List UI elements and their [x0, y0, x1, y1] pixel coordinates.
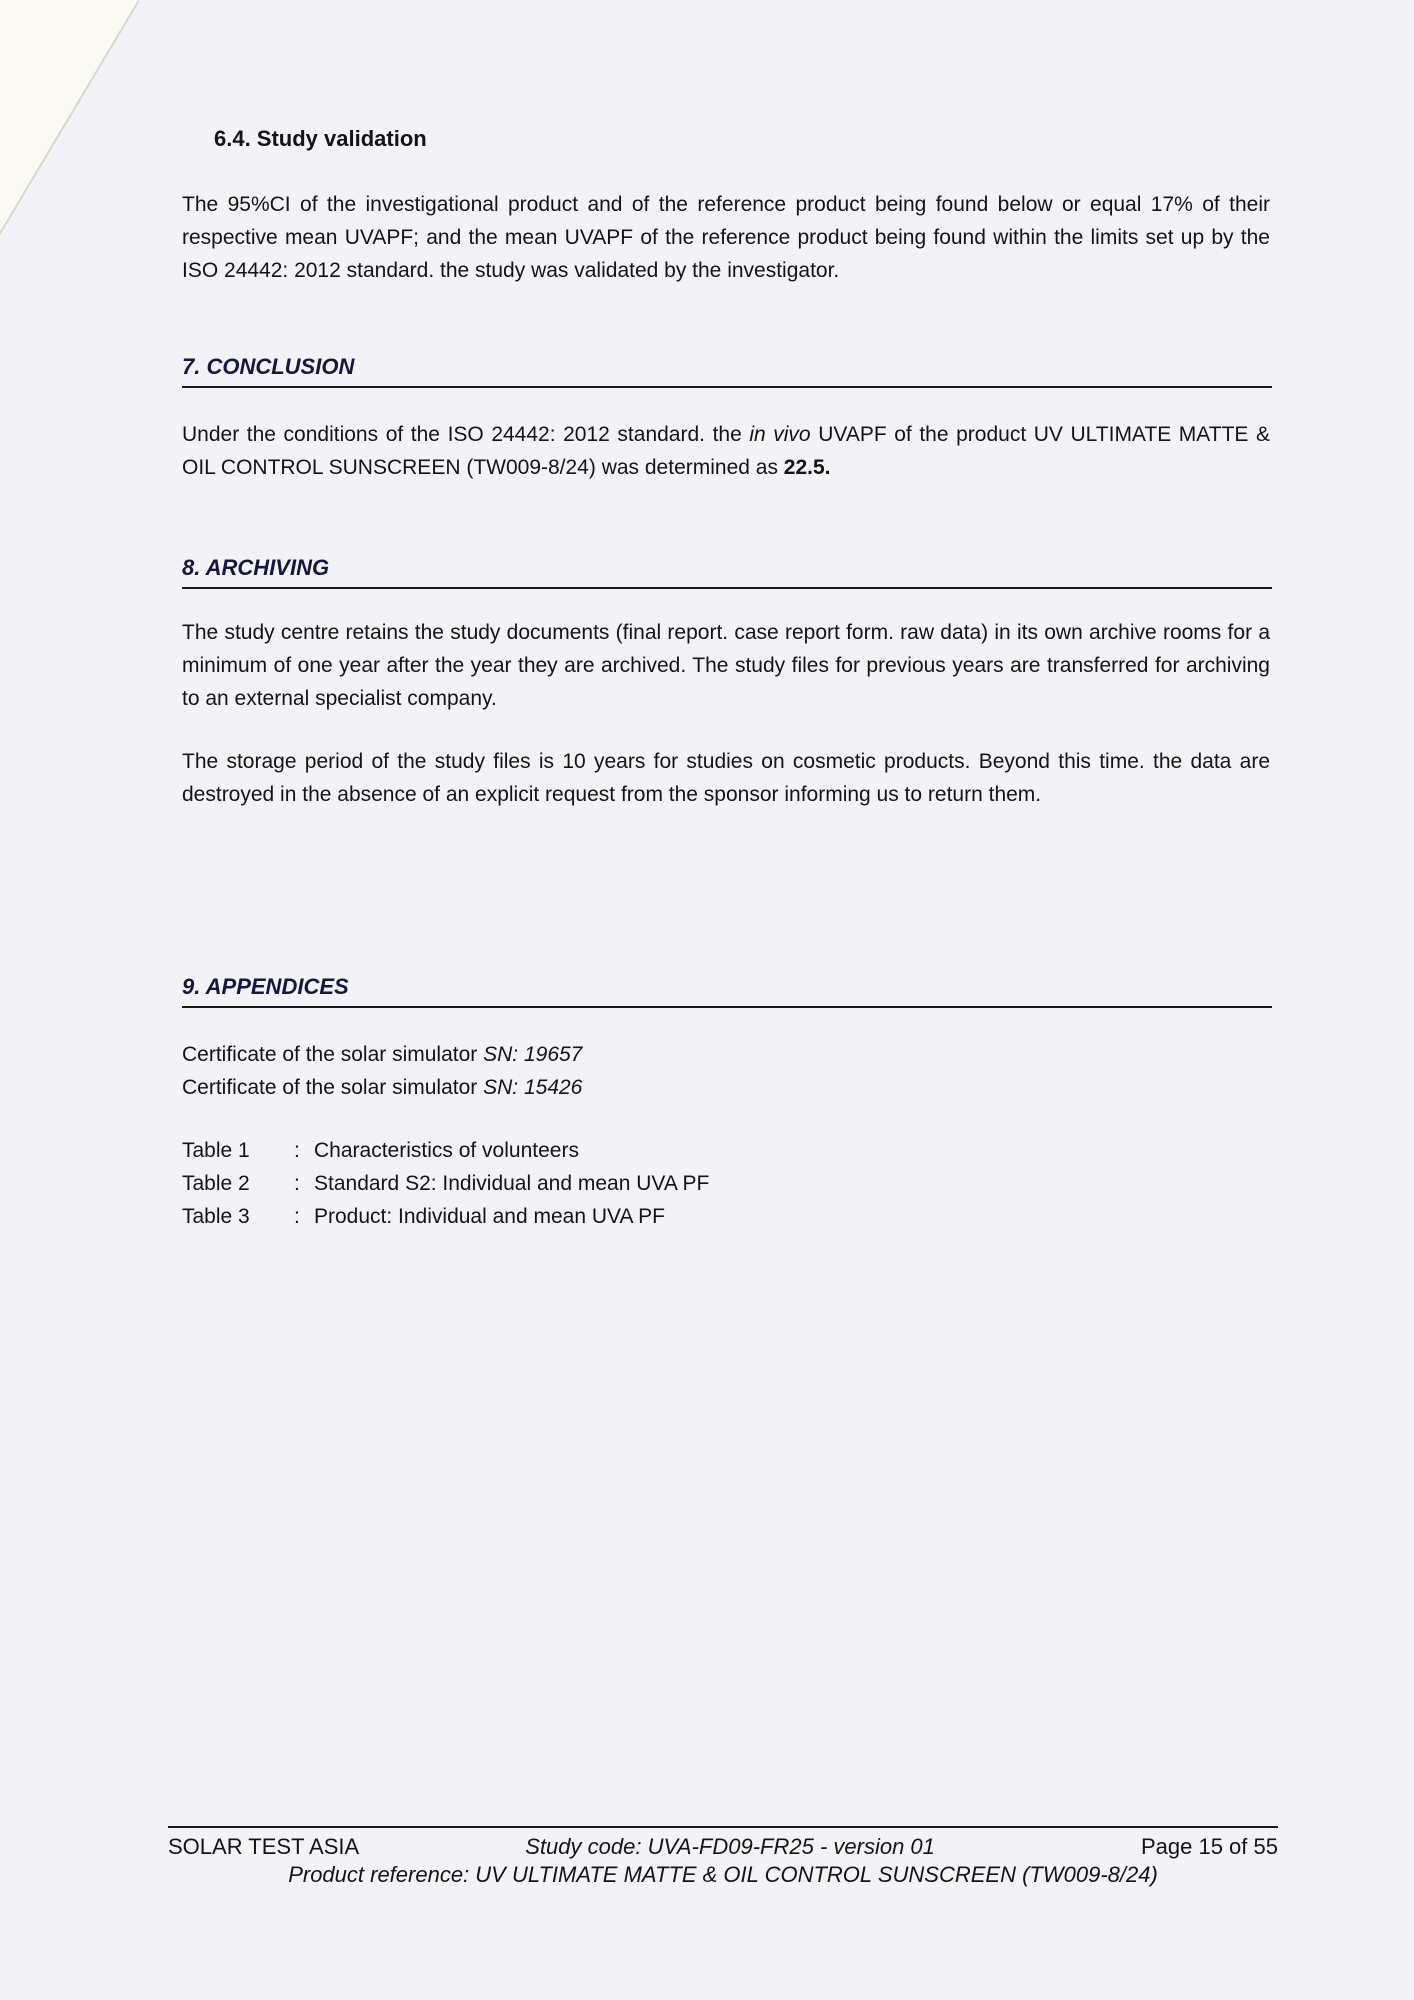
page-footer	[168, 1826, 1278, 1888]
uvapf-result-value: 22.5.	[783, 456, 831, 479]
archiving-paragraph-2: The storage period of the study files is 10 years for studies on cosmetic products. Beyond this time. the data are destroyed in the absence of an explicit request from the sponsor informing us to return them.	[182, 750, 1270, 806]
conclusion-text: Under the conditions of the ISO 24442: 2012 standard. the in vivo UVAPF of the product UV ULTIMATE MATTE & OIL CONTROL SUNSCREEN (TW009-8/24) was determined as 22.5.	[182, 423, 1270, 479]
section-heading-archiving	[182, 551, 1272, 589]
archiving-title: 8. ARCHIVING	[182, 555, 330, 580]
archiving-paragraph-1: The study centre retains the study documents (final report. case report form. raw data) in its own archive rooms for a minimum of one year after the year they are archived. The study files for previous years are transferred for archiving to an external specialist company.	[182, 621, 1270, 710]
appendix-table-list	[182, 1134, 1270, 1233]
conclusion-title: 7. CONCLUSION	[182, 354, 355, 379]
footer-product-reference: Product reference: UV ULTIMATE MATTE & OIL CONTROL SUNSCREEN (TW009-8/24)	[288, 1862, 1158, 1887]
in-vivo-italic: in vivo	[749, 423, 811, 446]
footer-company: SOLAR TEST ASIA	[168, 1834, 360, 1859]
appendices-title: 9. APPENDICES	[182, 974, 349, 999]
appendix-table-item: Table 1 : Characteristics of volunteers	[182, 1139, 579, 1162]
certificate-list	[182, 1038, 1270, 1104]
section-heading-appendices	[182, 970, 1272, 1008]
certificate-item: Certificate of the solar simulator SN: 19657	[182, 1043, 583, 1066]
footer-page-number: Page 15 of 55	[1140, 1834, 1278, 1859]
footer-study-code: Study code: UVA-FD09-FR25 - version 01	[525, 1834, 935, 1859]
certificate-item: Certificate of the solar simulator SN: 15426	[182, 1076, 583, 1099]
section-heading-conclusion	[182, 350, 1272, 388]
subsection-heading-study-validation: 6.4. Study validation	[214, 126, 427, 151]
study-validation-text: The 95%CI of the investigational product and of the reference product being found below or equal 17% of their respective mean UVAPF; and the mean UVAPF of the reference product being found within the limits set up by the ISO 24442: 2012 standard. the study was validated by the investigator.	[182, 193, 1270, 282]
appendix-table-item: Table 2 : Standard S2: Individual and mean UVA PF	[182, 1172, 710, 1195]
appendix-table-item: Table 3 : Product: Individual and mean UVA PF	[182, 1205, 665, 1228]
